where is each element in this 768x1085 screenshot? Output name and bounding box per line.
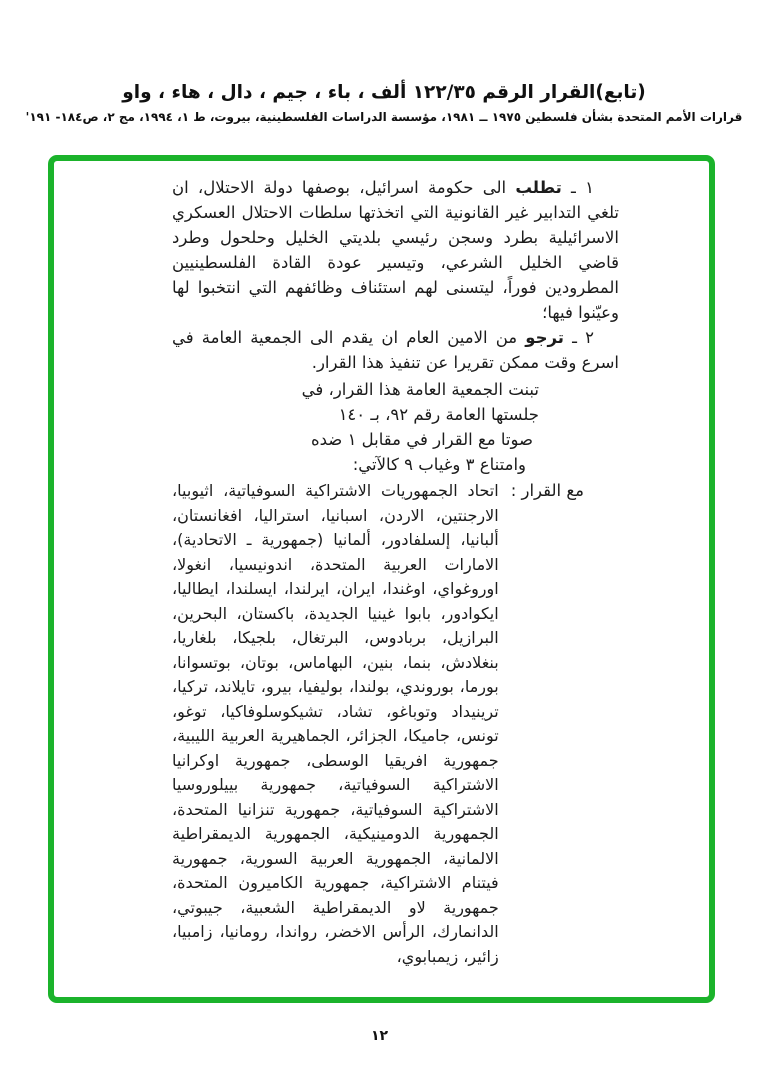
paragraph-1-marker: ١ ـ <box>571 178 594 197</box>
paragraph-1-text: الى حكومة اسرائيل، بوصفها دولة الاحتلال، ان تلغي التدابير غير القانونية التي اتخذتها سلطات الاحتلال العسكري الاسرائيلية بطرد وسجن رئيسي بلديتي الخليل وحلحول وطرد قاضي الخليل الشرعي، وتيسير عودة القادة الفلسطينيين المطرودين فوراً، ليتسنى لهم استئناف وظائفهم التي انتخبوا لها وعيّنوا فيها؛ <box>172 178 619 322</box>
operative-paragraph-2 <box>172 325 619 375</box>
vote-in-favour-label: مع القرار : <box>510 481 584 500</box>
paragraph-2-marker: ٢ ـ <box>572 328 595 347</box>
vote-record-row <box>172 479 584 969</box>
paragraph-1-verb: تطلب <box>515 178 562 197</box>
operative-paragraph-1 <box>172 175 619 325</box>
paragraph-2-verb: ترجو <box>525 328 564 347</box>
header-resolution-title: (تابع)القرار الرقم ١٢٢/٣٥ ألف ، باء ، جيم ، دال ، هاء ، واو <box>122 82 646 103</box>
header-citation: قرارات الأمم المتحدة بشأن فلسطين ١٩٧٥ ــ ١٩٨١، مؤسسة الدراسات الفلسطينية، بيروت، ط ١، ١٩٩٤، مج ٢، ص١٨٤- ١٩١' <box>25 110 743 124</box>
page-number: ١٢ <box>370 1028 389 1044</box>
paragraph-2-text: من الامين العام ان يقدم الى الجمعية العامة في اسرع وقت ممكن تقريرا عن تنفيذ هذا القرار. <box>172 328 619 372</box>
adoption-note-line-1: تبنت الجمعية العامة هذا القرار، في <box>301 380 539 399</box>
highlight-border-box <box>48 155 715 1003</box>
countries-in-favour-list: اتحاد الجمهوريات الاشتراكية السوفياتية، اثيوبيا، الارجنتين، الاردن، اسبانيا، استراليا، افغانستان، ألبانيا، إلسلفادور، ألمانيا (جمهورية ـ الاتحادية)، الامارات العربية المتحدة، اندونيسيا، انغولا، اوروغواي، اوغندا، ايران، ايرلندا، ايسلندا، ايطاليا، ايكوادور، بابوا غينيا الجديدة، باكستان، البحرين، البرازيل، بربادوس، البرتغال، بلجيكا، بلغاريا، بنغلادش، بنما، بنين، البهاماس، بوتان، بوتسوانا، بورما، بوروندي، بولندا، بوليفيا، بيرو، تايلاند، تركيا، ترينيداد وتوباغو، تشاد، تشيكوسلوفاكيا، توغو، تونس، جاميكا، الجزائر، الجماهيرية العربية الليبية، جمهورية افريقيا الوسطى، جمهورية اوكرانيا الاشتراكية السوفياتية، جمهورية بييلوروسيا الاشتراكية السوفياتية، جمهورية تنزانيا المتحدة، الجمهورية الدومينيكية، الجمهورية الديمقراطية الالمانية، الجمهورية العربية السورية، جمهورية فيتنام الاشتراكية، جمهورية الكاميرون المتحدة، جمهورية لاو الديمقراطية الشعبية، جيبوتي، الدانمارك، الرأس الاخضر، رواندا، رومانيا، زامبيا، زائير، زيمبابوي، <box>172 481 499 966</box>
adoption-note-line-4: وامتناع ٣ وغياب ٩ كالآتي: <box>352 455 526 474</box>
resolution-text-column <box>172 175 619 969</box>
adoption-note <box>172 377 539 477</box>
document-header <box>0 82 768 124</box>
adoption-note-line-3: صوتا مع القرار في مقابل ١ ضده <box>311 430 533 449</box>
adoption-note-line-2: جلستها العامة رقم ٩٢، بـ ١٤٠ <box>338 405 539 424</box>
